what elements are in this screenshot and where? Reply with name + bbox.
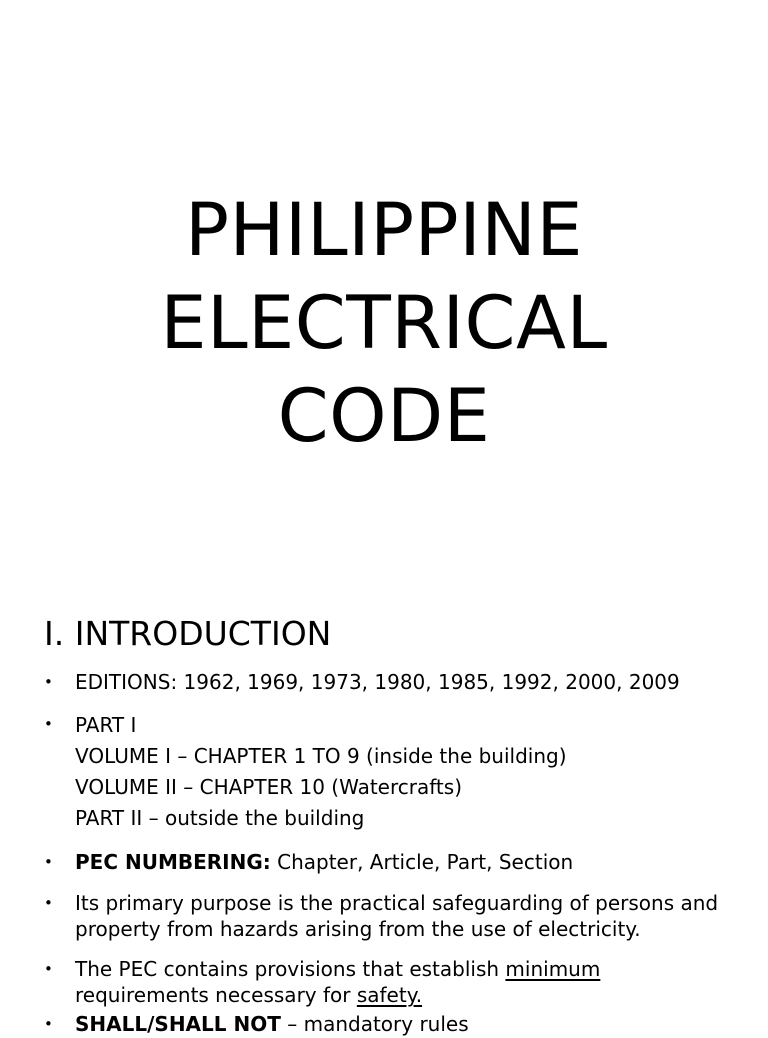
provisions-middle: requirements necessary for (75, 983, 357, 1007)
section-heading: I. INTRODUCTION (44, 614, 332, 653)
part-line-1: • PART I (75, 713, 137, 737)
provisions-minimum: minimum (505, 957, 601, 981)
bullet-list (44, 668, 734, 1038)
bullet-shall (44, 1010, 734, 1038)
numbering-value: Chapter, Article, Part, Section (270, 850, 574, 874)
shall-label: SHALL/SHALL NOT (75, 1012, 281, 1036)
title-line-1: PHILIPPINE (185, 188, 583, 273)
editions-text: EDITIONS: 1962, 1969, 1973, 1980, 1985, 1992, 2000, 2009 (75, 670, 680, 694)
bullet-purpose (44, 890, 734, 942)
purpose-text: Its primary purpose is the practical safeguarding of persons and property from hazards arising from the use of electricity. (75, 891, 719, 941)
bullet-provisions (44, 956, 734, 1008)
part-line-2: VOLUME I – CHAPTER 1 TO 9 (inside the building) (75, 744, 567, 768)
part-line-4: PART II – outside the building (75, 806, 365, 830)
title-line-3: CODE (277, 374, 491, 459)
bullet-editions (44, 668, 734, 696)
bullet-numbering (44, 848, 734, 876)
provisions-safety: safety. (356, 983, 423, 1007)
numbering-label: PEC NUMBERING: (75, 850, 271, 874)
provisions-before: The PEC contains provisions that establish (75, 957, 506, 981)
shall-value: – mandatory rules (280, 1012, 469, 1036)
title-line-2: ELECTRICAL (160, 281, 608, 366)
part-line-3: VOLUME II – CHAPTER 10 (Watercrafts) (75, 775, 462, 799)
slide-title (0, 184, 768, 463)
bullet-parts (44, 710, 734, 834)
